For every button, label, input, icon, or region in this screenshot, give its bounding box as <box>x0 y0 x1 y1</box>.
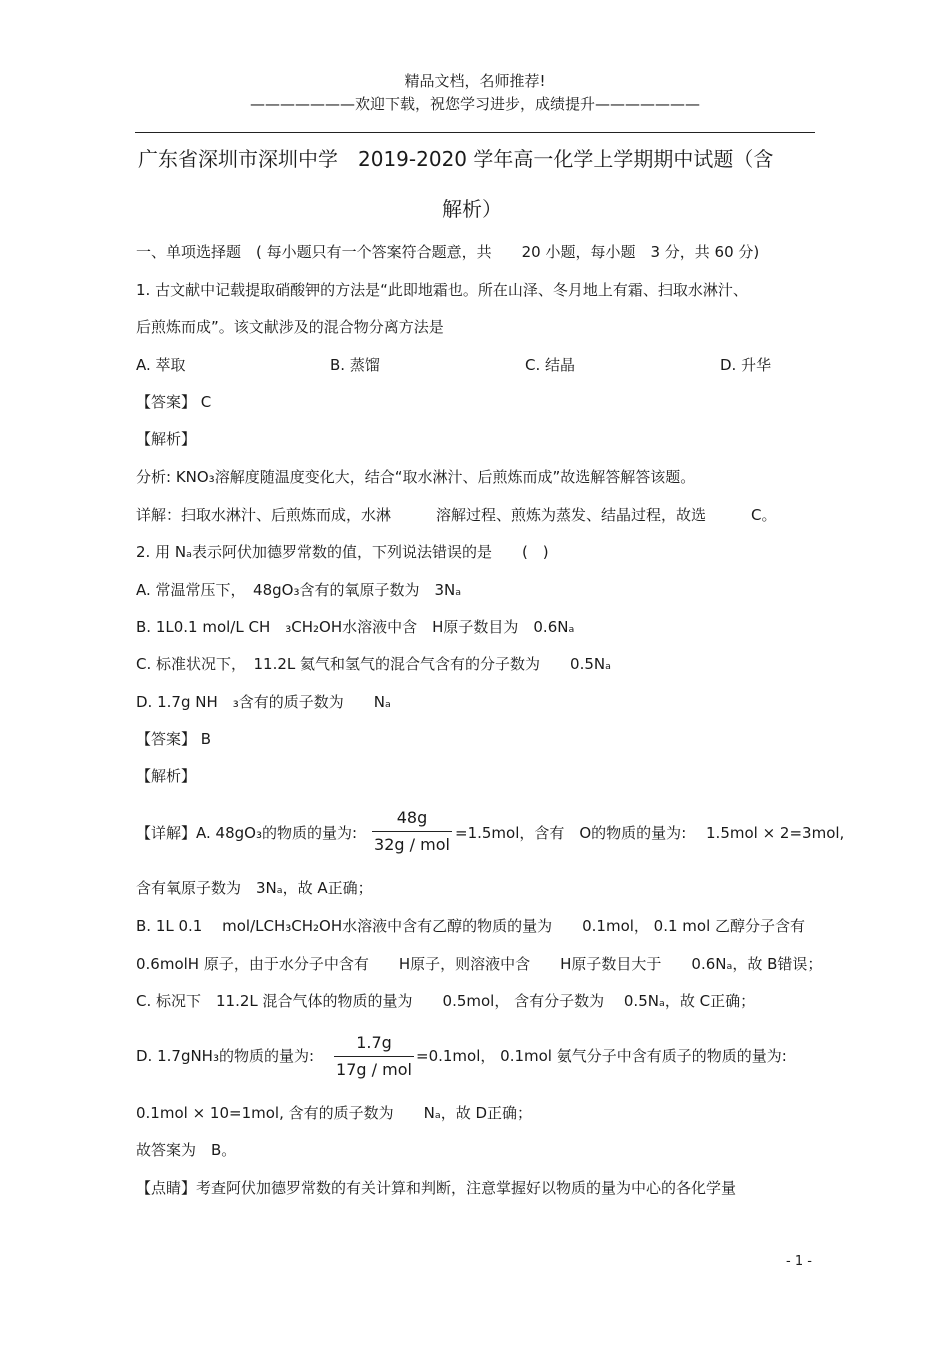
page-number: - 1 - <box>786 1254 812 1269</box>
q2-detail-b-line2: 0.6molH 原子，由于水分子中含有 H原子，则溶液中含 H原子数目大于 0.6Nₐ，故 B错误； <box>136 955 823 973</box>
fraction-denominator: 32g / mol <box>374 835 450 854</box>
q2-detail-a-prefix: 【详解】A. 48gO₃的物质的量为: <box>136 824 358 842</box>
q2-detail-a-line2: 含有氧原子数为 3Nₐ，故 A正确； <box>136 879 373 897</box>
fraction-bar <box>372 831 452 832</box>
page-title-line1: 广东省深圳市深圳中学 2019-2020 学年高一化学上学期期中试题（含 <box>138 147 774 171</box>
q2-detail-b-line1: B. 1L 0.1 mol/LCH₃CH₂OH水溶液中含有乙醇的物质的量为 0.1mol， 0.1 mol 乙醇分子含有 <box>136 917 806 935</box>
fraction-48g-over-32g <box>372 808 452 855</box>
q2-option-a: A. 常温常压下， 48gO₃含有的氧原子数为 3Nₐ <box>136 581 462 599</box>
q2-option-d: D. 1.7g NH ₃含有的质子数为 Nₐ <box>136 693 391 711</box>
q2-answer: 【答案】 B <box>136 730 212 748</box>
q2-conclusion: 故答案为 B。 <box>136 1141 237 1159</box>
fraction-1-7g-over-17g <box>334 1033 414 1080</box>
q2-option-b: B. 1L0.1 mol/L CH ₃CH₂OH水溶液中含 H原子数目为 0.6Nₐ <box>136 618 575 636</box>
q2-jiexi-label: 【解析】 <box>136 767 197 785</box>
q1-answer: 【答案】 C <box>136 393 212 411</box>
header-note: 精品文档，名师推荐! <box>404 72 546 90</box>
q1-detail: 详解：扫取水淋汁、后煎炼而成，水淋 溶解过程、煎炼为蒸发、结晶过程，故选 C。 <box>136 506 777 524</box>
q2-detail-d-prefix: D. 1.7gNH₃的物质的量为: <box>136 1047 315 1065</box>
q1-analysis: 分析: KNO₃溶解度随温度变化大，结合“取水淋汁、后煎炼而成”故选解答解答该题。 <box>136 468 696 486</box>
section-heading: 一、单项选择题 ( 每小题只有一个答案符合题意，共 20 小题，每小题 3 分，共 60 分) <box>136 243 760 261</box>
fraction-denominator: 17g / mol <box>336 1060 412 1079</box>
q1-stem-line1: 1. 古文献中记载提取硝酸钾的方法是“此即地霜也。所在山泽、冬月地上有霜、扫取水淋汁、 <box>136 281 748 299</box>
q1-option-a: A. 萃取 <box>136 356 186 374</box>
fraction-bar <box>334 1056 414 1057</box>
header-divider <box>135 132 815 133</box>
q2-option-c: C. 标准状况下， 11.2L 氦气和氢气的混合气含有的分子数为 0.5Nₐ <box>136 655 611 673</box>
fraction-numerator: 1.7g <box>356 1033 392 1052</box>
q1-option-d: D. 升华 <box>720 356 772 374</box>
page-title-line2: 解析） <box>442 197 502 221</box>
q2-stem: 2. 用 Nₐ表示阿伏加德罗常数的值，下列说法错误的是 ( ) <box>136 543 549 561</box>
q1-stem-line2: 后煎炼而成”。该文献涉及的混合物分离方法是 <box>136 318 444 336</box>
q2-detail-d-line2: 0.1mol × 10=1mol, 含有的质子数为 Nₐ，故 D正确； <box>136 1104 533 1122</box>
q2-detail-d-suffix: =0.1mol， 0.1mol 氨气分子中含有质子的物质的量为: <box>416 1047 787 1065</box>
q1-jiexi-label: 【解析】 <box>136 430 197 448</box>
header-banner: ———————欢迎下载，祝您学习进步，成绩提升——————— <box>249 95 700 113</box>
q1-option-b: B. 蒸馏 <box>330 356 380 374</box>
q2-key-point: 【点睛】考查阿伏加德罗常数的有关计算和判断，注意掌握好以物质的量为中心的各化学量 <box>136 1179 737 1197</box>
fraction-numerator: 48g <box>396 808 428 827</box>
q2-detail-c: C. 标况下 11.2L 混合气体的物质的量为 0.5mol， 含有分子数为 0.5Nₐ，故 C正确； <box>136 992 756 1010</box>
q1-option-c: C. 结晶 <box>525 356 576 374</box>
q2-detail-a-suffix: =1.5mol，含有 O的物质的量为: 1.5mol × 2=3mol, <box>455 824 845 842</box>
